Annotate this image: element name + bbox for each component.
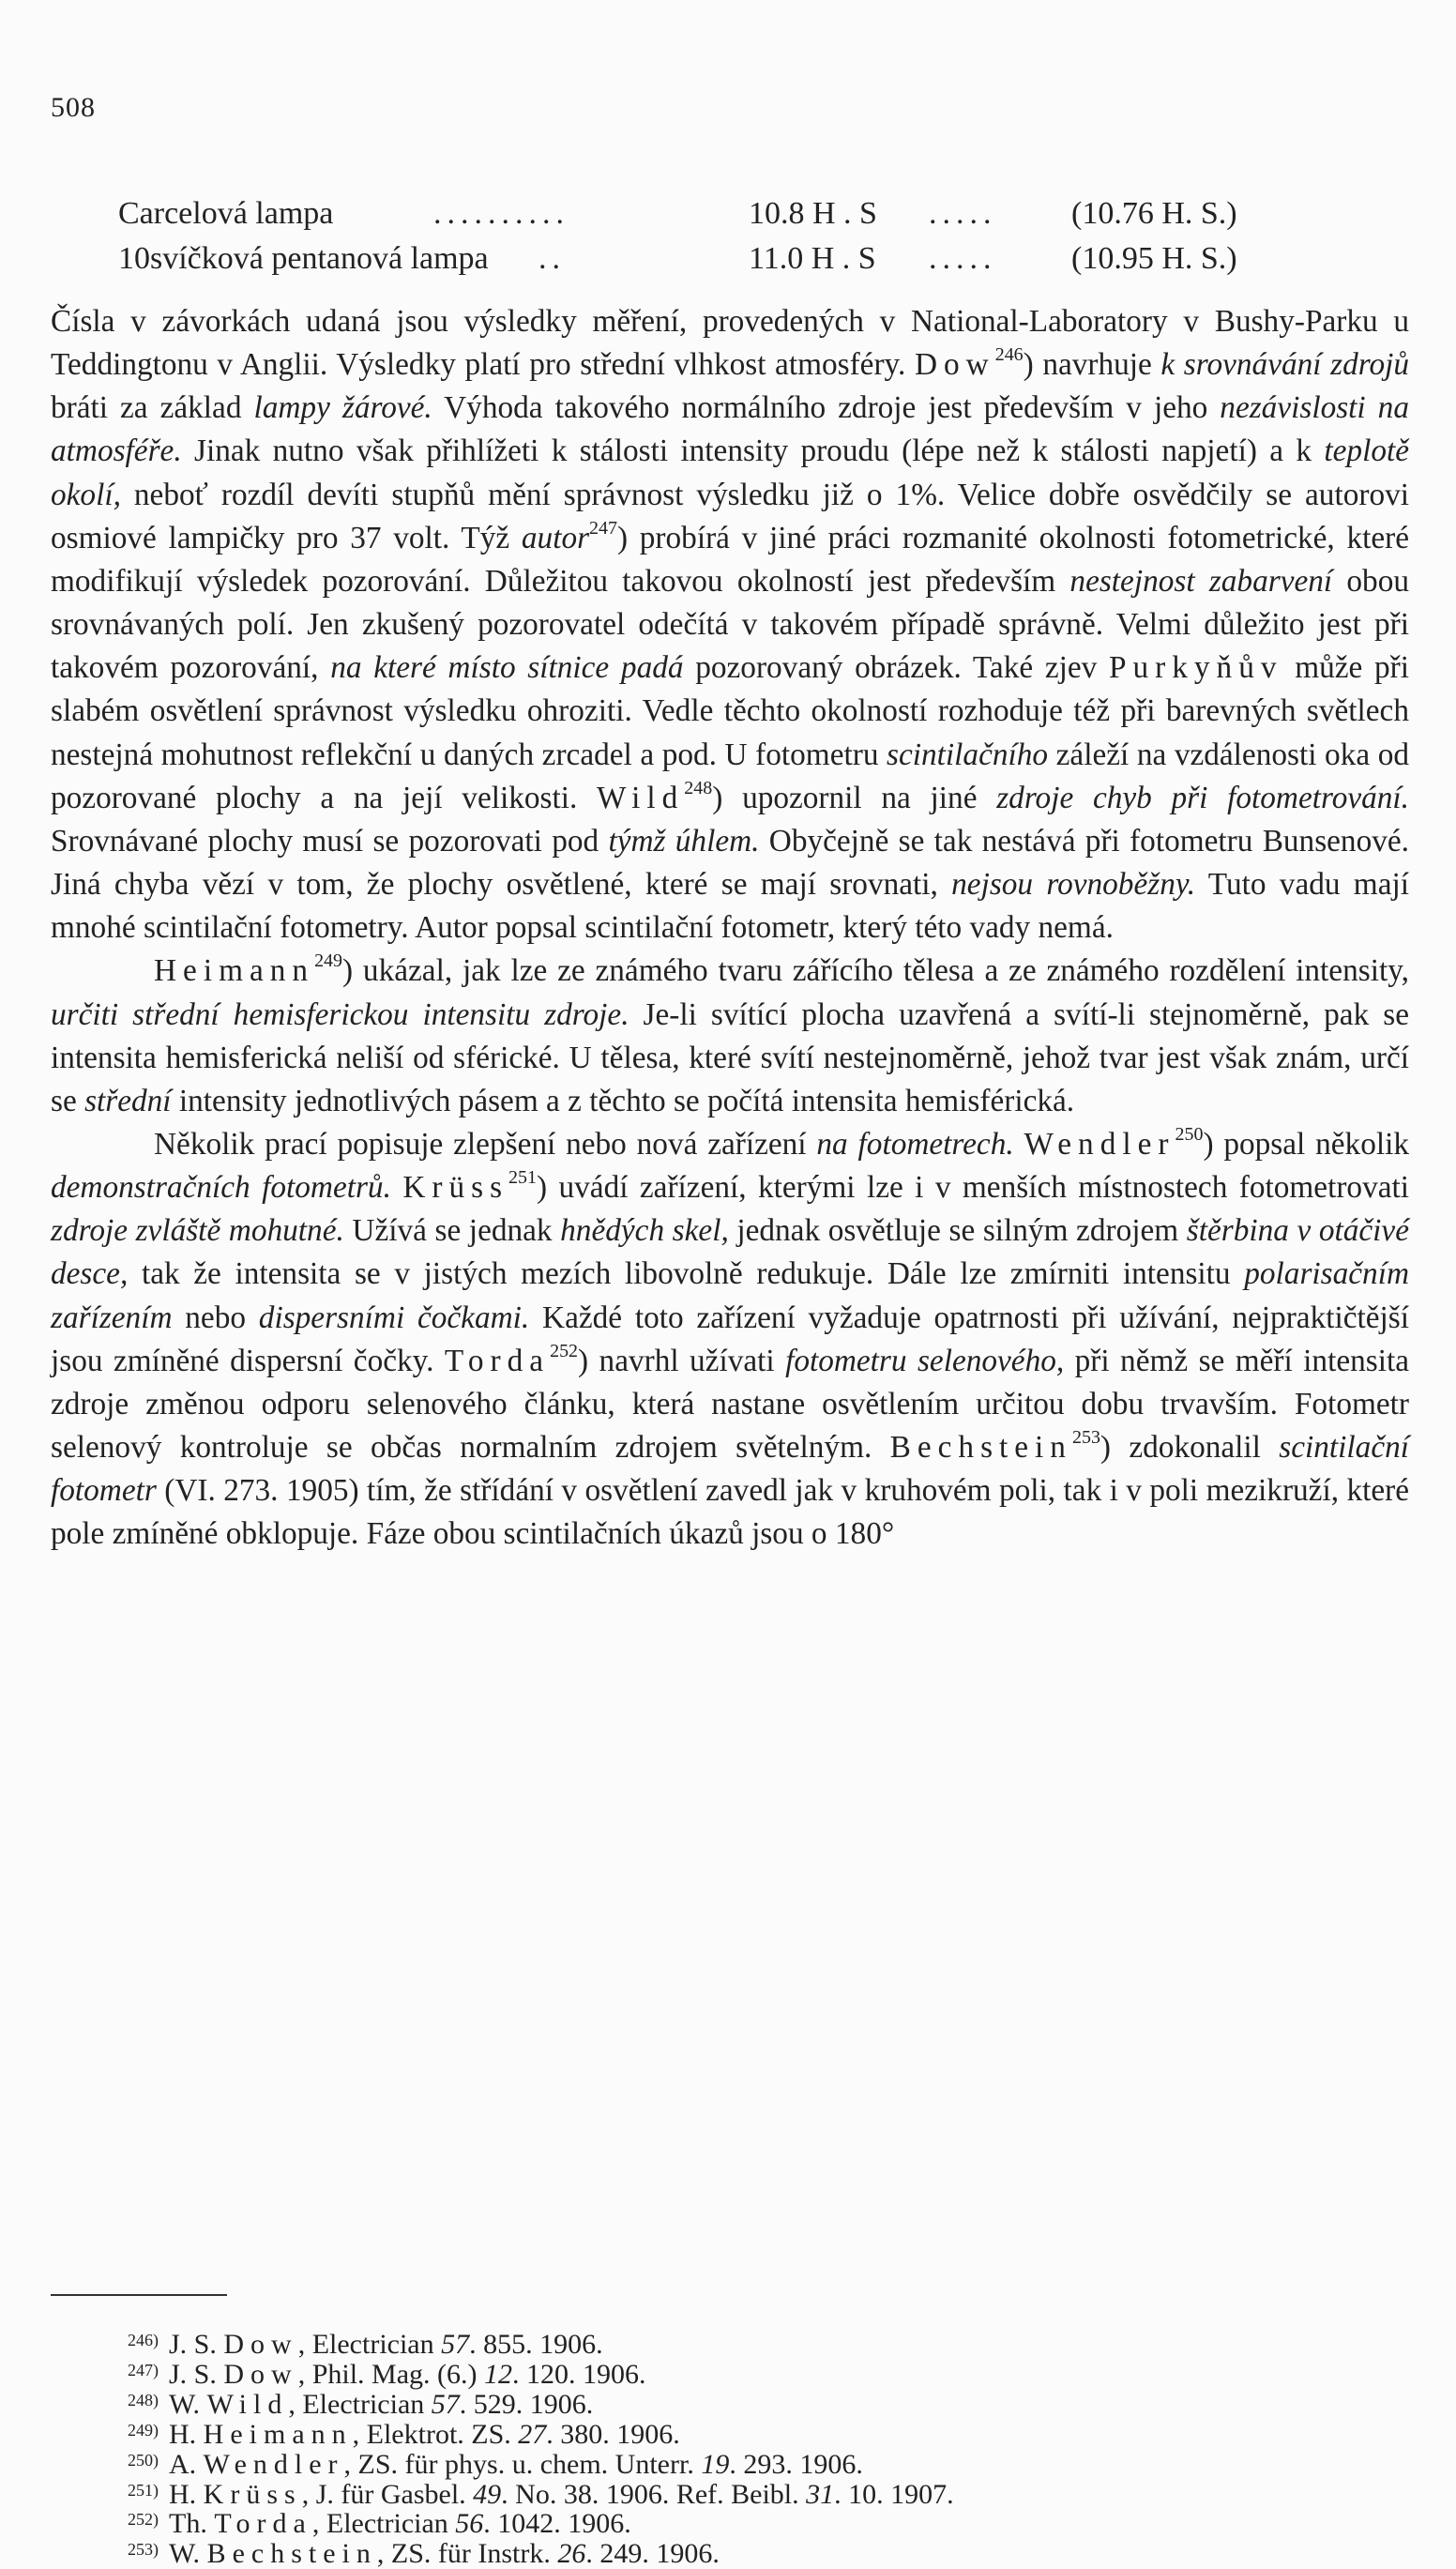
- emphasis-text: 49: [473, 2478, 502, 2510]
- text-run: . 1042. 1906.: [483, 2508, 631, 2540]
- emphasis-text: dispersními čočkami.: [258, 1300, 530, 1335]
- footnote: [128, 2448, 1422, 2478]
- text-run: . 855. 1906.: [469, 2329, 603, 2360]
- paragraph: [51, 300, 1409, 950]
- emphasis-text: demonstračních fotometrů.: [51, 1170, 391, 1206]
- emphasis-text: hnědých skel,: [560, 1213, 729, 1249]
- text-run: 251): [128, 2480, 159, 2500]
- footnote: [128, 2537, 1422, 2567]
- text-run: Torda: [214, 2508, 312, 2540]
- text-run: , Electrician: [297, 2329, 442, 2360]
- text-run: neboť rozdíl devíti stupňů mění správnost výsledku již o 1%. Velice dobře osvědčily se autorovi osmiové lampičky pro 37 volt. Týž: [51, 477, 1409, 555]
- emphasis-text: 57: [441, 2329, 470, 2360]
- footnote-ref: 250: [1175, 1123, 1204, 1145]
- text-run: při němž se měří intensita zdroje změnou odporu selenového článku, která nastane osvětlením určitou dobu trvavším. Fotometr selenový kontroluje se občas normalním zdrojem světelným.: [51, 1343, 1410, 1466]
- text-run: Heimann: [203, 2418, 353, 2450]
- text-run: (VI. 273. 1905) tím, že střídání v osvětlení zavedl jak v kruhovém poli, tak i v poli mezikruží, které pole zmíněné obklopuje. Fáze obou scintilačních úkazů jsou o 180°: [51, 1473, 1409, 1552]
- text-run: Th.: [169, 2508, 215, 2540]
- text-run: W.: [169, 2538, 207, 2569]
- emphasis-text: k srovnávání zdrojů: [1160, 347, 1409, 383]
- text-run: 246): [128, 2331, 159, 2349]
- text-run: 249): [128, 2420, 159, 2440]
- footnote-ref: 246: [994, 344, 1024, 366]
- text-run: ) ukázal, jak lze ze známého tvaru zářícího tělesa a ze známého rozdělení intensity,: [342, 953, 1409, 989]
- text-run: . 293. 1906.: [729, 2448, 863, 2480]
- lamp-table: [118, 191, 1237, 281]
- text-run: ) navrhl užívati: [578, 1343, 786, 1378]
- lamp-value-parenthesized: (10.95 H. S.): [1071, 241, 1237, 276]
- text-run: . 249. 1906.: [585, 2538, 720, 2569]
- emphasis-text: týmž úhlem.: [608, 823, 760, 859]
- emphasis-text: zdroje chyb při fotometrování.: [996, 780, 1410, 815]
- text-run: intensity jednotlivých pásem a z těchto se počítá intensita hemisférická.: [171, 1083, 1075, 1118]
- leader-dots: .....: [929, 241, 997, 276]
- text-run: J. S.: [169, 2329, 224, 2360]
- table-row: [118, 236, 1237, 281]
- emphasis-text: 26: [557, 2538, 586, 2569]
- text-run: Je-li svítící plocha uzavřená a svítí-li stejnoměrně, pak se intensita hemisferická neliší od sférické. U tělesa, které svítí nestejnoměrně, jehož tvar jest však znám, určí se: [51, 996, 1409, 1118]
- emphasis-text: střední: [84, 1083, 172, 1118]
- text-run: Bechstein: [206, 2538, 377, 2569]
- table-row: [118, 191, 1237, 236]
- text-run: Jinak nutno však přihlížeti k stálosti intensity proudu (lépe než k stálosti napjetí) a k: [181, 433, 1325, 469]
- text-run: ) probírá v jiné práci rozmanité okolnosti fotometrické, které modifikují výsledek pozorování. Důležitou takovou okolností jest především: [51, 520, 1409, 599]
- footnote: [128, 2418, 1422, 2448]
- footnote-ref: 252: [550, 1340, 579, 1361]
- text-run: [391, 1170, 402, 1205]
- text-run: tak že intensita se v jistých mezích libovolně redukuje. Dále lze zmírniti intensitu: [128, 1256, 1245, 1292]
- text-run: záleží na vzdálenosti oka od pozorované plochy a na její velikosti.: [51, 737, 1409, 815]
- text-run: Užívá se jednak: [343, 1213, 561, 1249]
- text-run: , Electrician: [311, 2508, 456, 2540]
- text-run: , Phil. Mag. (6.): [297, 2358, 485, 2390]
- text-run: může při slabém osvětlení správnost výsledku ohroziti. Vedle těchto okolností rozhoduje též při barevných světlech nestejná mohutnost reflekční u daných zrcadel a pod. U fotometru: [51, 650, 1410, 772]
- text-run: bráti za základ: [51, 390, 254, 426]
- emphasis-text: 27: [518, 2418, 547, 2450]
- emphasis-text: autor: [521, 520, 590, 555]
- text-run: Obyčejně se tak nestává při fotometru Bunsenové. Jiná chyba vězí v tom, že plochy osvětlené, které se mají srovnati,: [51, 823, 1409, 903]
- text-run: [1014, 1127, 1024, 1162]
- author-name: Torda: [444, 1343, 551, 1378]
- text-run: , Elektrot. ZS.: [352, 2418, 519, 2450]
- paragraph: [51, 1123, 1409, 1557]
- text-run: jednak osvětluje se silným zdrojem: [728, 1213, 1187, 1249]
- footnote: [128, 2358, 1422, 2388]
- text-run: . 380. 1906.: [546, 2418, 680, 2450]
- footnote-divider: [51, 2294, 227, 2296]
- text-run: J. S.: [169, 2358, 224, 2390]
- footnote: [128, 2328, 1422, 2358]
- emphasis-text: scintilační fotometr: [51, 1430, 1409, 1509]
- leader-dots: ..........: [433, 196, 569, 231]
- emphasis-text: fotometru selenového,: [785, 1343, 1065, 1378]
- footnote-ref: 249: [314, 950, 343, 972]
- text-run: Dow: [223, 2358, 298, 2390]
- text-run: obou srovnávaných polí. Jen zkušený pozorovatel odečítá v takovém případě správně. Velmi důležito jest při takovém pozorování,: [51, 563, 1409, 686]
- emphasis-text: na které místo sítnice padá: [330, 650, 684, 686]
- lamp-value: 10.8 H . S: [749, 196, 877, 231]
- text-run: Dow: [223, 2329, 298, 2360]
- emphasis-text: lampy žárové.: [253, 390, 432, 426]
- footnote: [128, 2507, 1422, 2540]
- emphasis-text: 56: [455, 2508, 484, 2540]
- emphasis-text: 12: [484, 2358, 513, 2390]
- footnote-ref: 247: [589, 517, 617, 539]
- author-name: Purkyňův: [1109, 650, 1283, 686]
- paragraph: [51, 950, 1409, 1123]
- lamp-value-parenthesized: (10.76 H. S.): [1071, 196, 1237, 231]
- emphasis-text: nezávislosti na atmosféře.: [51, 390, 1409, 469]
- text-run: Tuto vadu mají mnohé scintilační fotometry. Autor popsal scintilační fotometr, který této vady nemá.: [51, 867, 1409, 946]
- text-run: Čísla v závorkách udaná jsou výsledky měření, provedených v National-Laboratory v Bushy-Parku u Teddingtonu v Anglii. Výsledky platí pro střední vlhkost atmosféry.: [51, 304, 1409, 383]
- text-run: ) zdokonalil: [1100, 1430, 1280, 1466]
- text-run: Několik prací popisuje zlepšení nebo nová zařízení: [154, 1126, 817, 1162]
- text-run: H.: [169, 2418, 204, 2450]
- text-run: , ZS. für Instrk.: [376, 2538, 558, 2569]
- text-run: ) navrhuje: [1023, 347, 1161, 383]
- text-run: . 529. 1906.: [459, 2388, 594, 2420]
- text-run: . No. 38. 1906. Ref. Beibl.: [501, 2478, 807, 2510]
- text-run: ) uvádí zařízení, kterými lze i v menších místnostech fotometrovati: [537, 1170, 1410, 1206]
- text-run: , J. für Gasbel.: [301, 2478, 474, 2510]
- author-name: Wendler: [1024, 1126, 1175, 1162]
- text-run: Wendler: [203, 2448, 344, 2480]
- footnote: [128, 2388, 1422, 2418]
- footnote-ref: 248: [684, 777, 713, 798]
- author-name: Heimann: [154, 953, 315, 989]
- body-text: [51, 300, 1409, 1557]
- footnote: [128, 2478, 1422, 2508]
- lamp-name: 10svíčková pentanová lampa: [118, 241, 489, 276]
- text-run: Srovnávané plochy musí se pozorovati pod: [51, 823, 609, 859]
- emphasis-text: štěrbina v otáčivé desce,: [51, 1213, 1409, 1292]
- leader-dots: ..: [538, 241, 566, 276]
- author-name: Bechstein: [889, 1430, 1072, 1466]
- author-name: Krüss: [402, 1170, 509, 1206]
- text-run: pozorovaný obrázek. Také zjev: [683, 650, 1109, 686]
- text-run: Výhoda takového normálního zdroje jest především v jeho: [432, 390, 1221, 426]
- emphasis-text: určiti střední hemisferickou intensitu zdroje.: [51, 996, 629, 1032]
- emphasis-text: zdroje zvláště mohutné.: [51, 1213, 344, 1249]
- emphasis-text: polarisačním zařízením: [51, 1256, 1409, 1335]
- text-run: A.: [169, 2448, 204, 2480]
- text-run: 247): [128, 2360, 159, 2379]
- page-number: 508: [51, 92, 96, 123]
- text-run: . 120. 1906.: [512, 2358, 646, 2390]
- text-run: Krüss: [203, 2478, 302, 2510]
- footnotes: [128, 2328, 1422, 2567]
- emphasis-text: teplotě okolí,: [51, 433, 1409, 512]
- text-run: ) upozornil na jiné: [712, 780, 997, 815]
- footnote-ref: 253: [1071, 1427, 1100, 1449]
- author-name: Dow: [914, 347, 995, 383]
- text-run: 253): [128, 2540, 159, 2560]
- footnote-ref: 251: [508, 1167, 537, 1189]
- text-run: nebo: [172, 1300, 259, 1335]
- lamp-value: 11.0 H . S: [749, 241, 876, 276]
- text-run: H.: [169, 2478, 204, 2510]
- text-run: 248): [128, 2390, 159, 2409]
- text-run: W.: [169, 2388, 207, 2420]
- text-run: . 10. 1907.: [834, 2478, 954, 2510]
- emphasis-text: nestejnost zabarvení: [1069, 563, 1333, 599]
- emphasis-text: scintilačního: [887, 737, 1049, 772]
- emphasis-text: 57: [431, 2388, 460, 2420]
- leader-dots: .....: [929, 196, 997, 231]
- text-run: , Electrician: [288, 2388, 432, 2420]
- author-name: Wild: [597, 780, 685, 815]
- text-run: 252): [128, 2510, 159, 2530]
- emphasis-text: 31: [806, 2478, 835, 2510]
- text-run: 250): [128, 2450, 159, 2470]
- text-run: Wild: [206, 2388, 289, 2420]
- emphasis-text: 19: [701, 2448, 730, 2480]
- emphasis-text: na fotometrech.: [816, 1126, 1014, 1162]
- lamp-name: Carcelová lampa: [118, 196, 334, 231]
- text-run: ) popsal několik: [1203, 1126, 1410, 1162]
- text-run: Každé toto zařízení vyžaduje opatrnosti při užívání, nejpraktičtější jsou zmíněné dispersní čočky.: [51, 1300, 1409, 1378]
- emphasis-text: nejsou rovnoběžny.: [951, 867, 1196, 903]
- text-run: , ZS. für phys. u. chem. Unterr.: [343, 2448, 702, 2480]
